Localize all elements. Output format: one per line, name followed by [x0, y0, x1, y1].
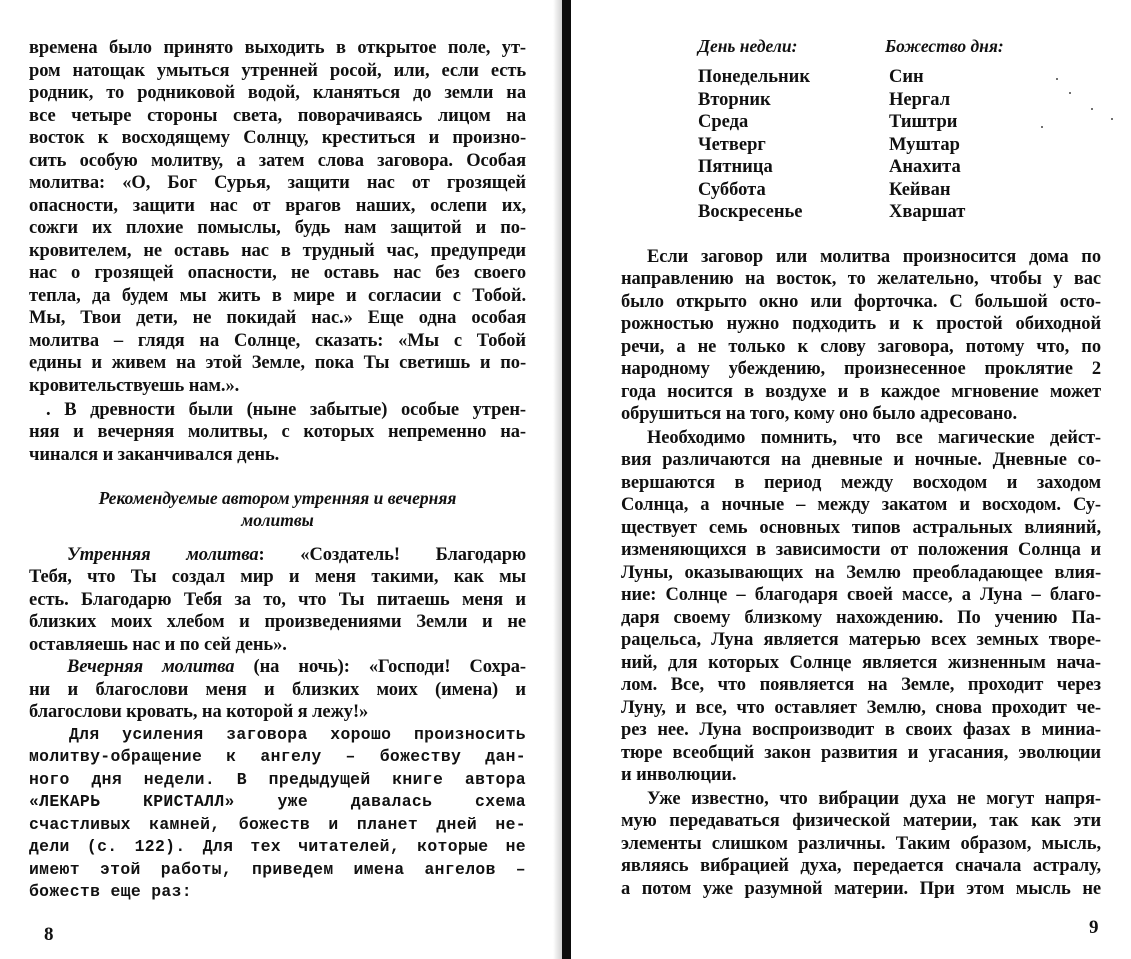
deity-cell: Син — [889, 67, 924, 87]
text-line: тюре всеобщий закон развития и угасания, эволюции — [621, 743, 1101, 763]
text-line: ни и благослови меня и близких моих (имена) и — [29, 680, 526, 700]
text-line: счастливых камней, божеств и планет дней не- — [29, 815, 526, 834]
day-cell: Пятница — [698, 157, 773, 177]
table-header-deity: Божество дня: — [885, 36, 1004, 56]
scan-speck — [1111, 118, 1113, 120]
scan-speck — [1056, 78, 1058, 80]
day-cell: Четверг — [698, 135, 766, 155]
deity-cell: Анахита — [889, 157, 961, 177]
text-line: ром натощак умыться утренней росой, или, если есть — [29, 61, 526, 81]
text-line: обрушиться на того, кому оно было адресовано. — [621, 404, 1017, 424]
text-line: молитву-обращение к ангелу – божеству дан- — [29, 747, 526, 766]
day-cell: Суббота — [698, 180, 766, 200]
text-line: молитва: «О, Бог Сурья, защити нас от грозящей — [29, 173, 526, 193]
day-cell: Понедельник — [698, 67, 810, 87]
scan-speck — [1041, 126, 1043, 128]
evening-prayer-text: (на ночь): «Господи! Сохра- — [234, 657, 526, 677]
text-line: направлению на восток, то желательно, чтобы у вас — [621, 269, 1101, 289]
text-line: лом. Все, что появляется на Земле, проходит через — [621, 675, 1101, 695]
text-line: а потом уже разумной материи. При этом мысль не — [621, 879, 1101, 899]
text-line: мую передаваться физической материи, так как эти — [621, 811, 1101, 831]
text-line: тепла, да будем мы жить в мире и согласии с Тобой. — [29, 286, 526, 306]
morning-prayer-line — [67, 544, 526, 566]
text-line: дели (с. 122). Для тех читателей, которые не — [29, 837, 526, 856]
text-line: божеств еще раз: — [29, 882, 192, 901]
text-line: вершаются в период между восходом и заходом — [621, 473, 1101, 493]
day-cell: Среда — [698, 112, 749, 132]
left-page — [0, 0, 562, 959]
text-line: Тебя, что Ты создал мир и меня такими, как мы — [29, 567, 526, 587]
text-line: изменяющихся в зависимости от положения Солнца и — [621, 540, 1101, 560]
text-line: ние: Солнце – благодаря своей массе, а Луна – благо- — [621, 585, 1101, 605]
text-line: «ЛЕКАРЬ КРИСТАЛЛ» уже давалась схема — [29, 792, 526, 811]
text-line: даря своему близкому нахождению. По учению Па- — [621, 608, 1101, 628]
text-line: рез нее. Луна воспроизводит в своих фазах в миниа- — [621, 720, 1101, 740]
evening-prayer-line — [67, 656, 526, 678]
text-line: есть. Благодарю Тебя за то, что Ты питаешь меня и — [29, 590, 526, 610]
text-line: близких моих хлебом и произведениями Земли и не — [29, 612, 526, 632]
text-line: ний, для которых Солнце является жизненным нача- — [621, 653, 1101, 673]
text-line: благослови кровать, на которой я лежу!» — [29, 702, 369, 722]
text-line: народному убеждению, произнесенное проклятие 2 — [621, 359, 1101, 379]
text-line: рожностью нужно подходить и к простой обиходной — [621, 314, 1101, 334]
text-line: элементы слишком различны. Таким образом, мысль, — [621, 834, 1101, 854]
text-line: Уже известно, что вибрации духа не могут напря- — [647, 789, 1101, 809]
scan-speck — [1091, 108, 1093, 110]
deity-cell: Муштар — [889, 135, 960, 155]
text-line: речи, а не только к слову заговора, потому что, по — [621, 337, 1101, 357]
text-line: Луны, оказывающих на Землю преобладающее влия- — [621, 563, 1101, 583]
scan-speck — [1069, 92, 1071, 94]
text-line: няя и вечерняя молитвы, с которых непременно на- — [29, 422, 526, 442]
page-number: 8 — [44, 924, 54, 945]
text-line: было открыто окно или форточка. С большой осто- — [621, 292, 1101, 312]
text-line: года носится в воздухе и в каждое мгновение может — [621, 382, 1101, 402]
text-line: ществует семь основных типов астральных влияний, — [621, 518, 1101, 538]
text-line: кровительствуешь нам.». — [29, 376, 240, 396]
text-line: Необходимо помнить, что все магические дейст- — [647, 428, 1101, 448]
right-page — [571, 0, 1131, 959]
text-line: кровителем, не оставь нас в трудный час, предупреди — [29, 241, 526, 261]
section-heading: Рекомендуемые автором утренняя и вечерняя — [98, 488, 457, 508]
text-line: родник, то родниковой водой, кланяться до земли на — [29, 83, 526, 103]
text-line: сить особую молитву, а затем слова заговора. Особая — [29, 151, 526, 171]
text-line: времена было принято выходить в открытое поле, ут- — [29, 38, 526, 58]
day-cell: Воскресенье — [698, 202, 803, 222]
table-header-day: День недели: — [698, 36, 798, 56]
text-line: Если заговор или молитва произносится дома по — [647, 247, 1101, 267]
day-cell: Вторник — [698, 90, 771, 110]
text-line: молитва – глядя на Солнце, сказать: «Мы с Тобой — [29, 331, 526, 351]
section-heading: молитвы — [241, 510, 314, 530]
text-line: едины и живем на этой Земле, пока Ты светишь и по- — [29, 353, 526, 373]
text-line: все четыре стороны света, поворачиваясь лицом на — [29, 106, 526, 126]
morning-prayer-label: Утренняя молитва — [67, 545, 259, 565]
text-line: рацельса, Луна является матерью всех земных творе- — [621, 630, 1101, 650]
text-line: Мы, Твои дети, не покидай нас.» Еще одна особая — [29, 308, 526, 328]
text-line: восток к восходящему Солнцу, креститься и произно- — [29, 128, 526, 148]
page-number: 9 — [1089, 917, 1099, 938]
text-line: сожги их плохие помыслы, будь нам защитой и по- — [29, 218, 526, 238]
text-line: оставляешь нас и по сей день». — [29, 635, 287, 655]
text-line: и инволюции. — [621, 765, 737, 785]
text-line: Солнца, а ночные – между закатом и восходом. Су- — [621, 495, 1101, 515]
text-line: Луну, и все, что оставляет Землю, снова проходит че- — [621, 698, 1101, 718]
text-line: опасности, защити нас от врагов наших, ослепи их, — [29, 196, 526, 216]
text-line: имеют этой работы, приведем имена ангелов – — [29, 860, 526, 879]
evening-prayer-label: Вечерняя молитва — [67, 657, 235, 677]
text-line: . В древности были (ныне забытые) особые утрен- — [46, 400, 526, 420]
deity-cell: Кейван — [889, 180, 951, 200]
morning-prayer-text: : «Создатель! Благодарю — [258, 545, 526, 565]
text-line: вия различаются на дневные и ночные. Дневные со- — [621, 450, 1101, 470]
deity-cell: Нергал — [889, 90, 951, 110]
text-line: нас о грозящей опасности, не оставь нас без своего — [29, 263, 526, 283]
book-spine — [562, 0, 571, 959]
text-line: ного дня недели. В предыдущей книге автора — [29, 770, 526, 789]
deity-cell: Тиштри — [889, 112, 958, 132]
text-line: Для усиления заговора хорошо произносить — [69, 725, 526, 744]
text-line: чинался и заканчивался день. — [29, 445, 280, 465]
deity-cell: Хваршат — [889, 202, 966, 222]
text-line: являясь вибрацией духа, передается сначала астралу, — [621, 856, 1101, 876]
